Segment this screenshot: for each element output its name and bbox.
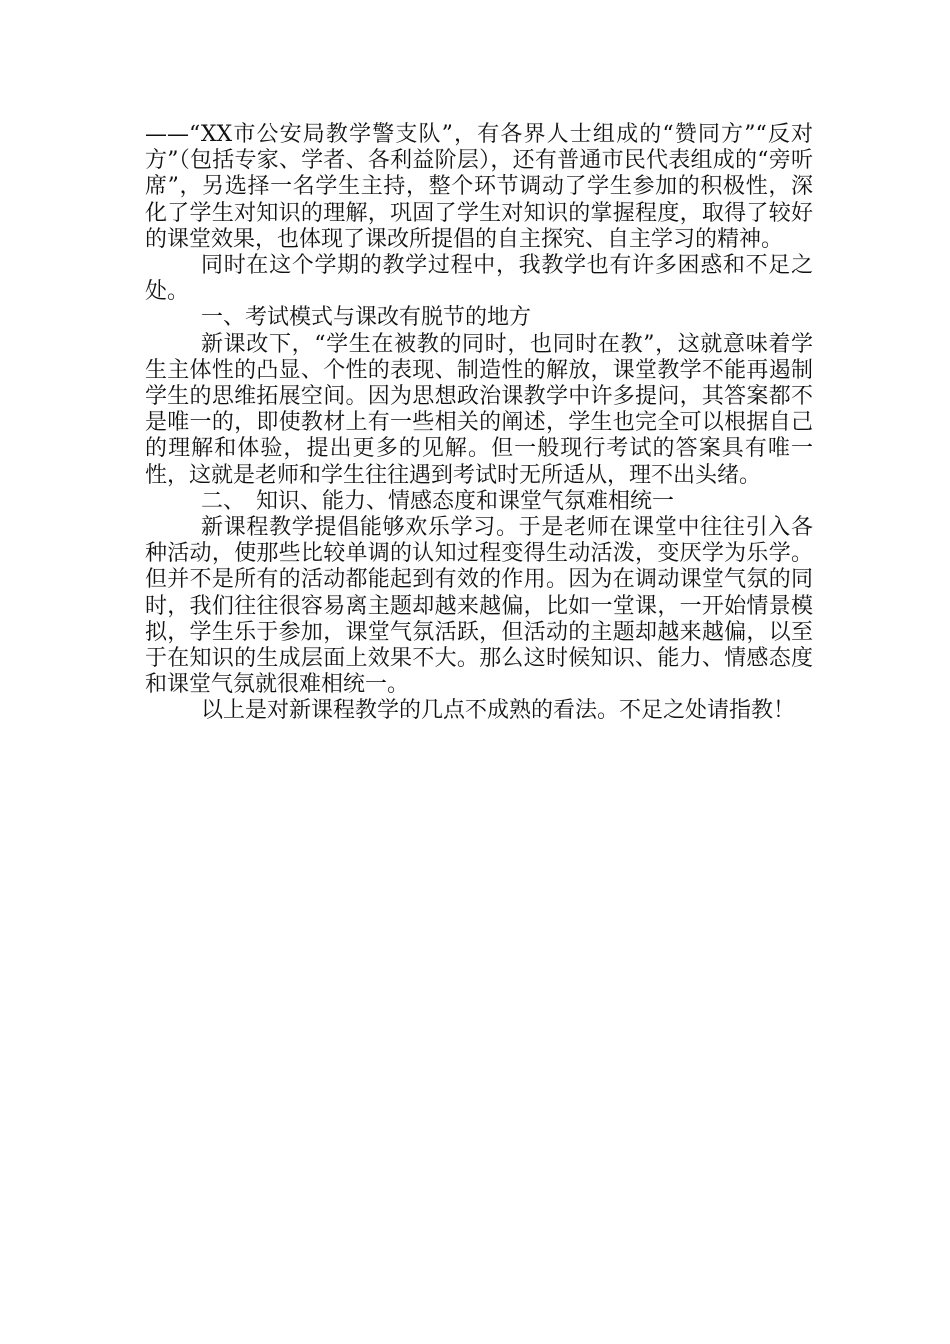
- section-heading-classroom-atmosphere: 二、 知识、能力、情感态度和课堂气氛难相统一: [201, 488, 675, 514]
- paragraph-conclusion: 以上是对新课程教学的几点不成熟的看法。不足之处请指教！: [201, 698, 796, 724]
- paragraph-semester-reflection: 同时在这个学期的教学过程中，我教学也有许多困惑和不足之处。: [145, 253, 813, 305]
- paragraph-continued-text: ——“XX市公安局教学警支队”，有各界人士组成的“赞同方”“反对方”（包括专家、学者、各利益阶层），还有普通市民代表组成的“旁听席”，另选择一名学生主持，整个环节调动了学生参加的积极性，深化了学生对知识的理解，巩固了学生对知识的掌握程度，取得了较好的课堂效果，也体现了课改所提倡的自主探究、自主学习的精神。: [145, 122, 813, 252]
- document-body: [145, 122, 813, 725]
- paragraph-exam-mode: 新课改下，“学生在被教的同时，也同时在教”，这就意味着学生主体性的凸显、个性的表现、制造性的解放，课堂教学不能再遏制学生的思维拓展空间。因为思想政治课教学中许多提问，其答案都不是唯一的，即使教材上有一些相关的阐述，学生也完全可以根据自己的理解和体验，提出更多的见解。但一般现行考试的答案具有唯一性，这就是老师和学生往往遇到考试时无所适从，理不出头绪。: [145, 331, 813, 488]
- paragraph-classroom-atmosphere: 新课程教学提倡能够欢乐学习。于是老师在课堂中往往引入各种活动，使那些比较单调的认知过程变得生动活泼，变厌学为乐学。但并不是所有的活动都能起到有效的作用。因为在调动课堂气氛的同时，我们往往很容易离主题却越来越偏，比如一堂课，一开始情景模拟，学生乐于参加，课堂气氛活跃，但活动的主题却越来越偏，以至于在知识的生成层面上效果不大。那么这时候知识、能力、情感态度和课堂气氛就很难相统一。: [145, 515, 813, 698]
- section-heading-exam-mode: 一、考试模式与课改有脱节的地方: [201, 305, 532, 331]
